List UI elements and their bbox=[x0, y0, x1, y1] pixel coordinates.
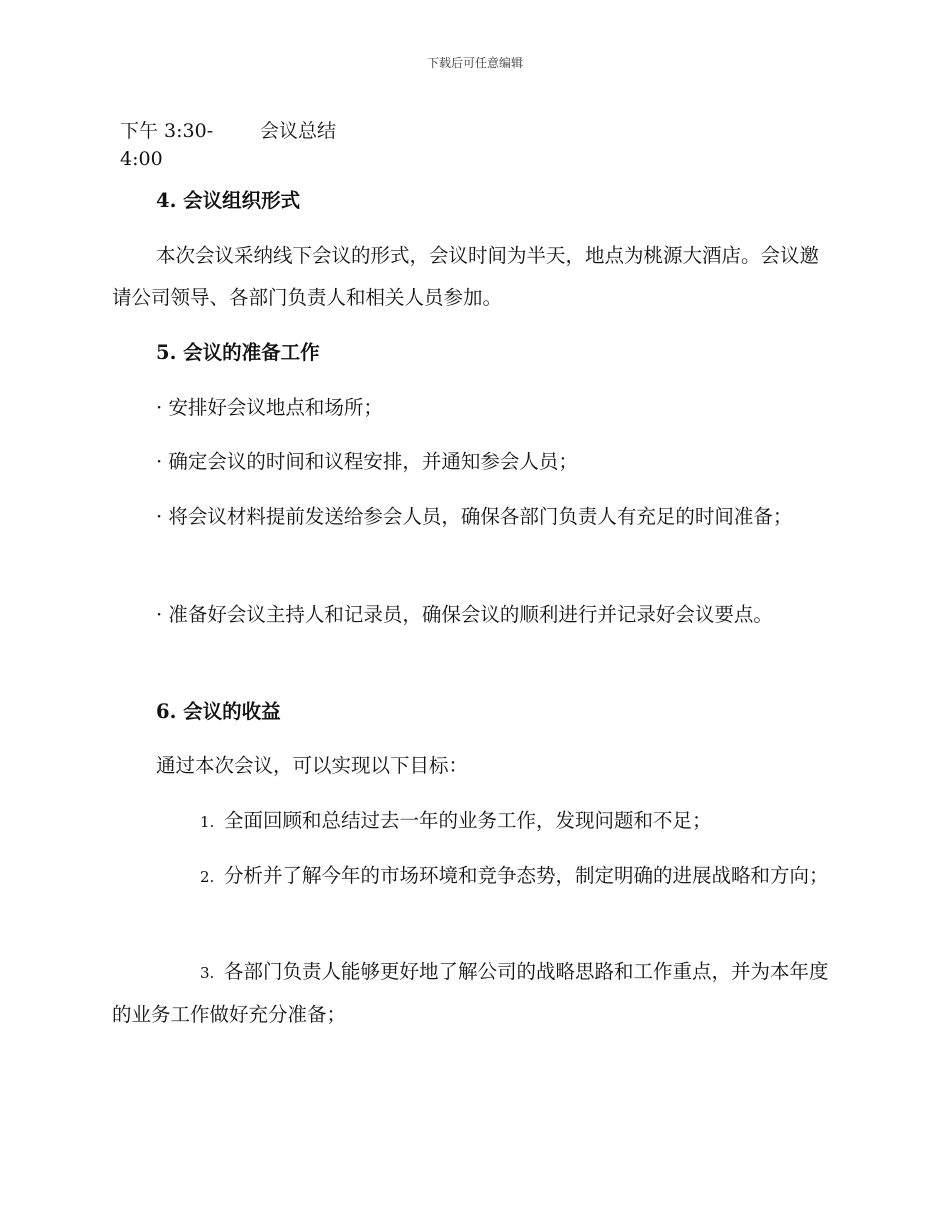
numbered-item bbox=[112, 855, 836, 898]
section-5-heading: 5. 会议的准备工作 bbox=[156, 341, 320, 364]
section-4-heading: 4. 会议组织形式 bbox=[156, 189, 301, 212]
item-number: 1. bbox=[200, 813, 215, 831]
item-text: 分析并了解今年的市场环境和竞争态势，制定明确的进展战略和方向； bbox=[224, 864, 829, 887]
bullet-item: · 将会议材料提前发送给参会人员，确保各部门负责人有充足的时间准备； bbox=[156, 505, 793, 528]
item-text: 各部门负责人能够更好地了解公司的战略思路和工作重点，并为本年度的业务工作做好充分准备； bbox=[112, 960, 829, 1026]
section-6-intro: 通过本次会议，可以实现以下目标： bbox=[156, 754, 469, 777]
numbered-item bbox=[112, 800, 836, 843]
schedule-time-end: 4:00 bbox=[120, 148, 163, 170]
bullet-item: · 安排好会议地点和场所； bbox=[156, 396, 383, 419]
numbered-item bbox=[112, 951, 836, 1036]
section-4-body: 本次会议采纳线下会议的形式，会议时间为半天，地点为桃源大酒店。会议邀请公司领导、各部门负责人和相关人员参加。 bbox=[112, 244, 820, 309]
schedule-item: 会议总结 bbox=[260, 120, 337, 142]
item-text: 全面回顾和总结过去一年的业务工作，发现问题和不足； bbox=[224, 809, 712, 832]
bullet-item: · 准备好会议主持人和记录员，确保会议的顺利进行并记录好会议要点。 bbox=[156, 603, 773, 626]
section-6-heading: 6. 会议的收益 bbox=[156, 700, 281, 723]
item-number: 2. bbox=[200, 868, 215, 886]
schedule-time-start: 下午 3:30- bbox=[120, 120, 214, 142]
page-header-note: 下载后可任意编辑 bbox=[426, 56, 523, 70]
schedule-row bbox=[120, 117, 520, 173]
schedule-time bbox=[120, 117, 240, 173]
item-number: 3. bbox=[200, 964, 215, 982]
bullet-item: · 确定会议的时间和议程安排，并通知参会人员； bbox=[156, 450, 578, 473]
